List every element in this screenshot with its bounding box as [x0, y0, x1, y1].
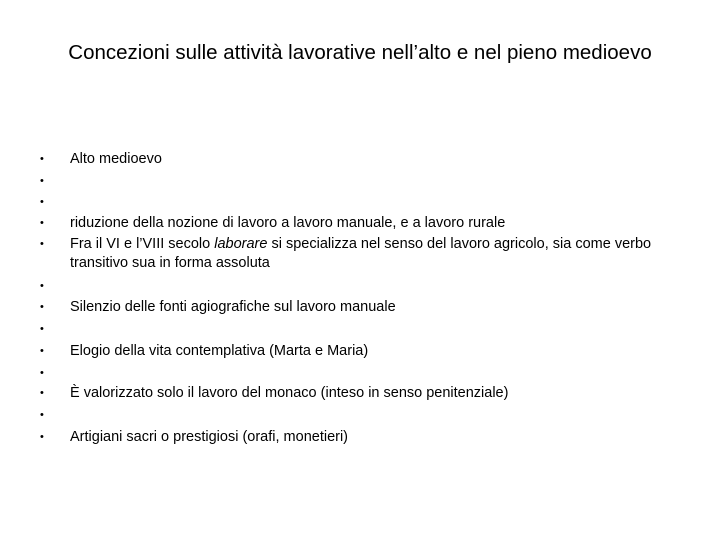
bullet-icon: • [40, 345, 44, 357]
bullet-icon: • [40, 431, 44, 443]
bullet-icon: • [40, 409, 44, 421]
bullet-text: Alto medioevo [70, 151, 162, 167]
bullet-text [70, 235, 685, 273]
bullet-icon: • [40, 153, 44, 165]
bullet-icon: • [40, 175, 44, 187]
bullet-icon: • [40, 217, 44, 229]
bullet-icon: • [40, 280, 44, 292]
bullet-icon: • [40, 323, 44, 335]
bullet-text-lead: Fra il VI e l’VIII secolo [70, 236, 215, 252]
bullet-icon: • [40, 238, 44, 250]
bullet-icon: • [40, 367, 44, 379]
bullet-icon: • [40, 387, 44, 399]
bullet-text: È valorizzato solo il lavoro del monaco (inteso in senso penitenziale) [70, 385, 509, 401]
bullet-text: riduzione della nozione di lavoro a lavoro manuale, e a lavoro rurale [70, 215, 506, 231]
bullet-text: Elogio della vita contemplativa (Marta e Maria) [70, 343, 369, 359]
bullet-icon: • [40, 301, 44, 313]
bullet-text: Artigiani sacri o prestigiosi (orafi, monetieri) [70, 429, 349, 445]
bullet-text-rest: si specializza nel senso del lavoro agricolo, sia come verbo transitivo sua in forma assoluta [70, 236, 656, 271]
slide-title: Concezioni sulle attività lavorative nell’alto e nel pieno medioevo [68, 41, 652, 64]
bullet-text: Silenzio delle fonti agiografiche sul lavoro manuale [70, 299, 396, 315]
bullet-text-italic: laborare [214, 236, 268, 252]
bullet-icon: • [40, 196, 44, 208]
